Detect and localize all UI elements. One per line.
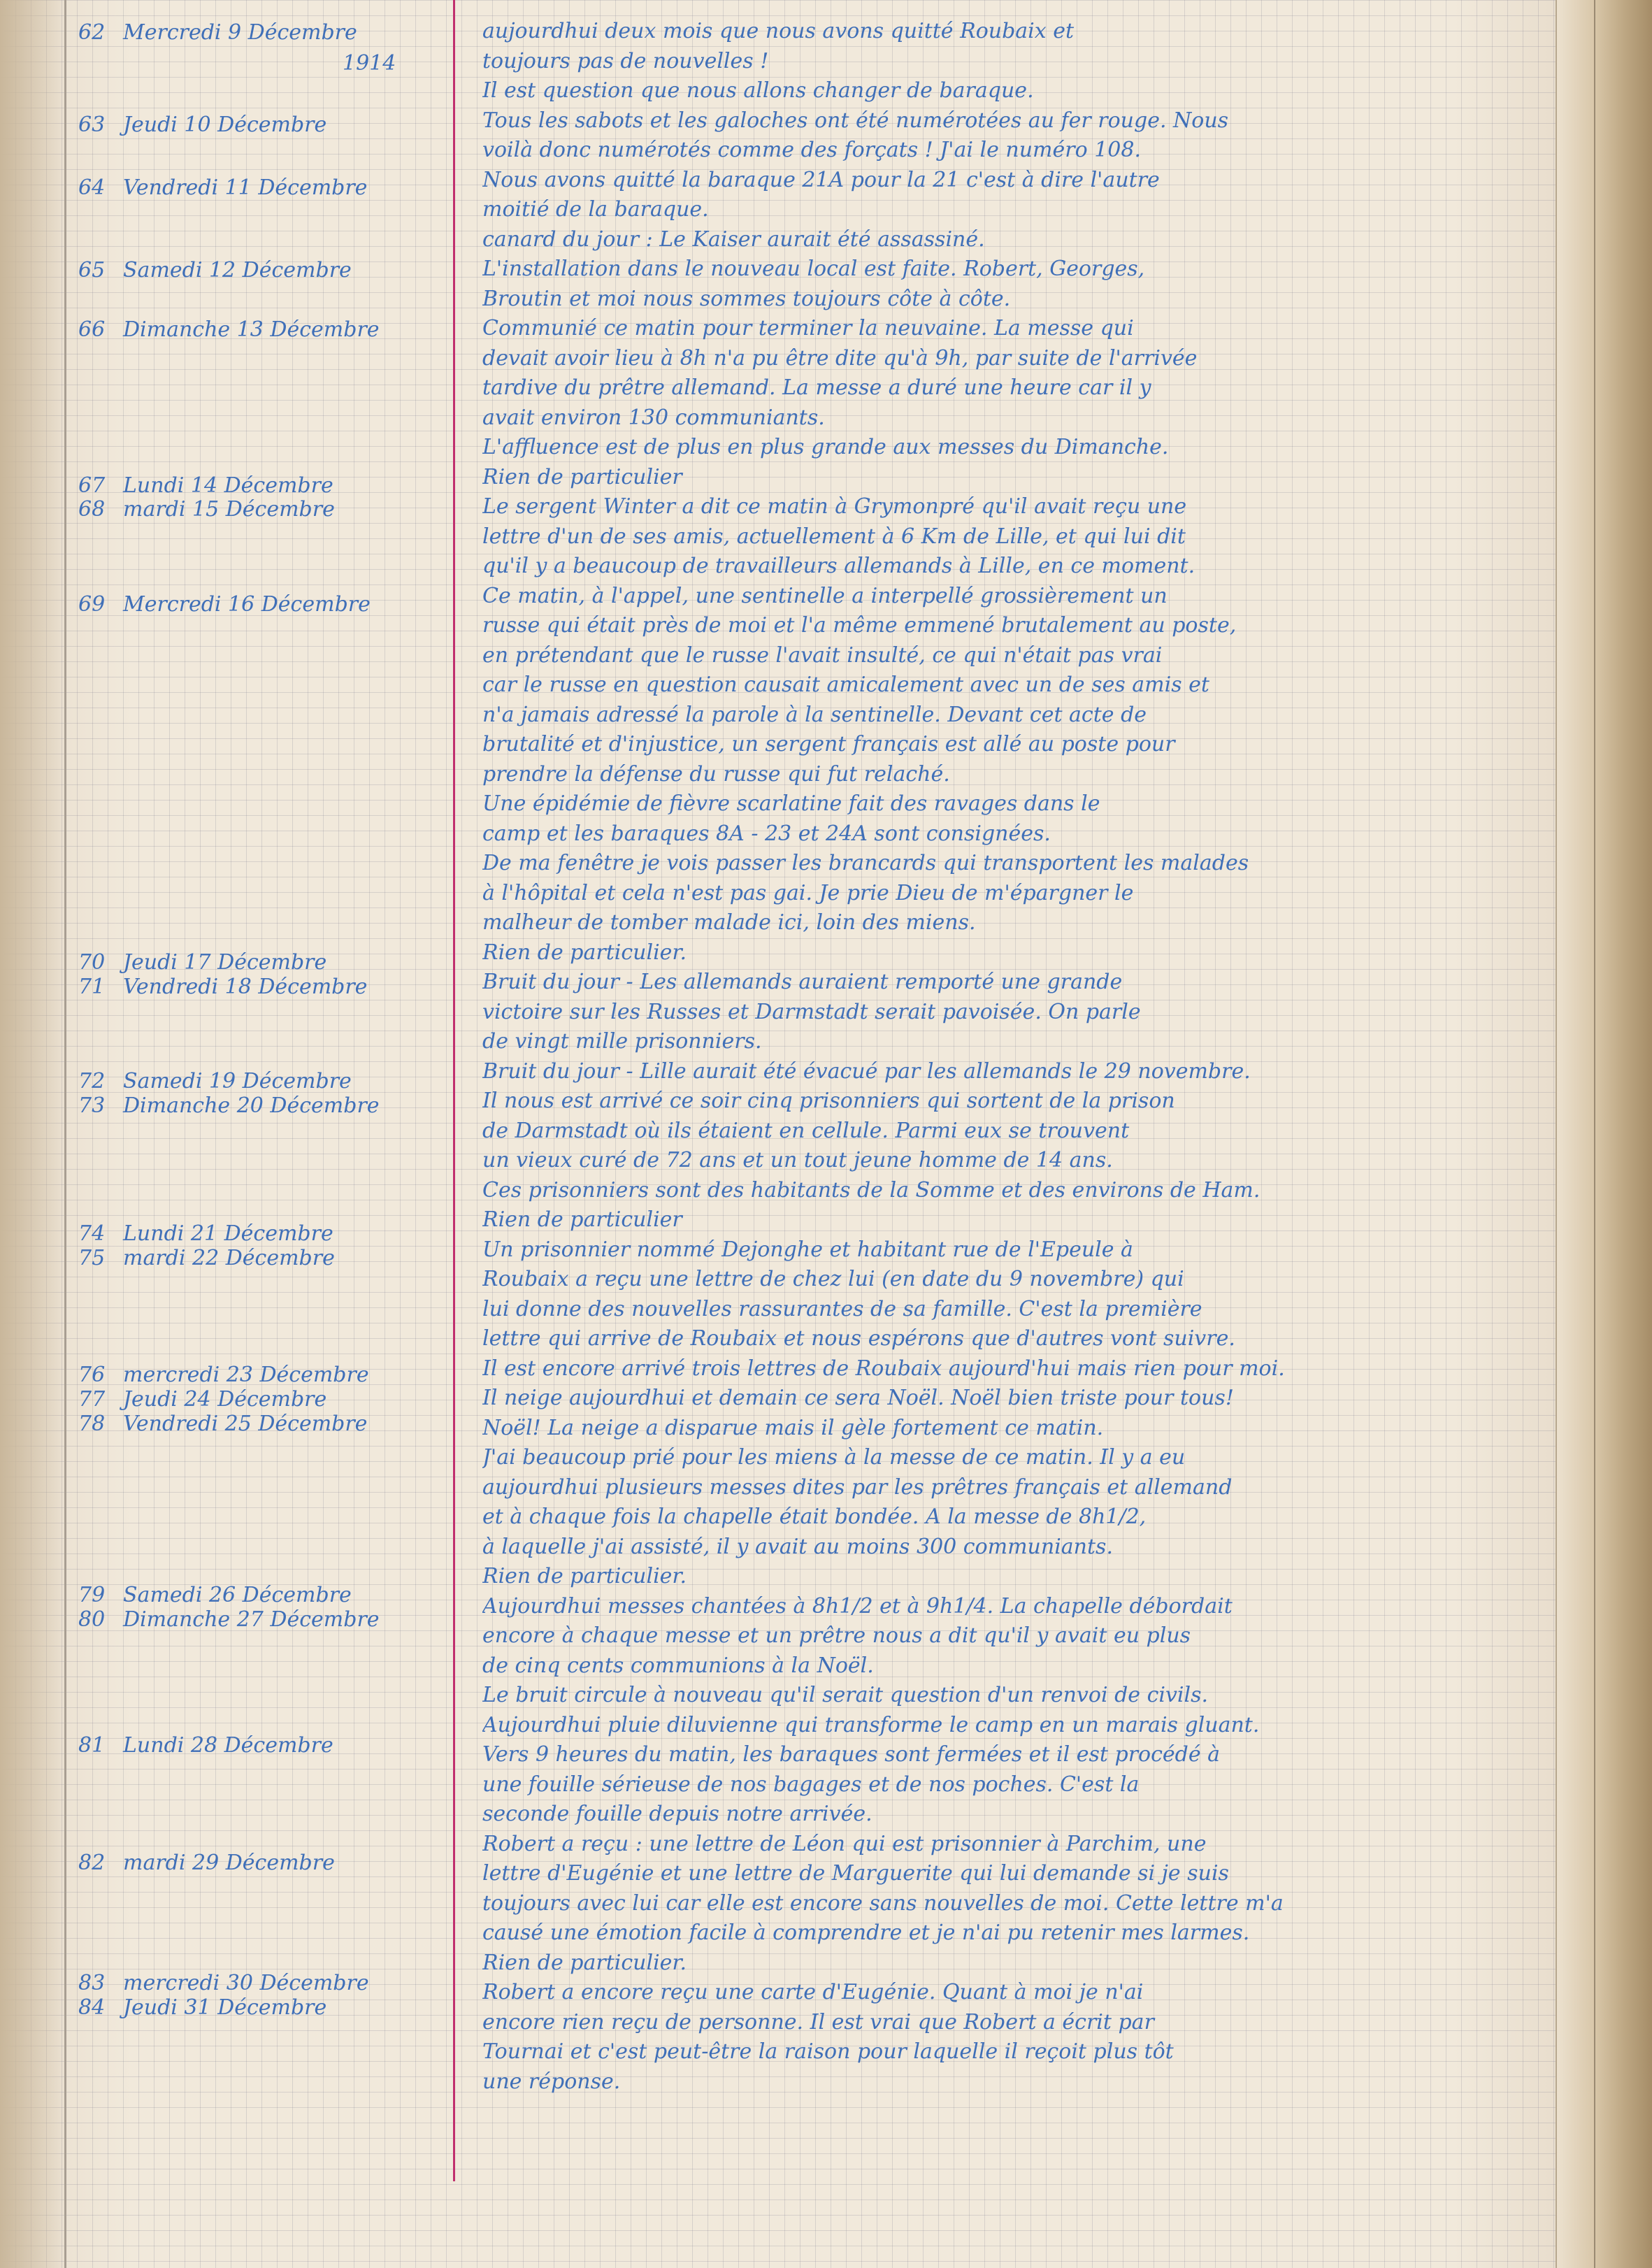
diary-line: avait environ 130 communiants. [482, 406, 825, 430]
entry-date: Dimanche 13 Décembre [123, 317, 380, 342]
diary-line: et à chaque fois la chapelle était bondée. A la messe de 8h1/2, [482, 1505, 1147, 1529]
entry-number: 68 [78, 497, 106, 522]
diary-line: De ma fenêtre je vois passer les brancards qui transportent les malades [482, 852, 1249, 875]
entry-date: Samedi 12 Décembre [123, 258, 352, 282]
diary-line: de cinq cents communions à la Noël. [482, 1654, 874, 1678]
diary-line: Ce matin, à l'appel, une sentinelle a interpellé grossièrement un [482, 584, 1168, 608]
entry-date: mercredi 23 Décembre [123, 1363, 369, 1387]
entry-date: Dimanche 27 Décembre [123, 1607, 380, 1632]
diary-line: prendre la défense du russe qui fut relaché. [482, 763, 950, 787]
entry-date: Jeudi 17 Décembre [123, 950, 327, 975]
diary-line: Le sergent Winter a dit ce matin à Grymonpré qu'il avait reçu une [482, 495, 1187, 519]
date-entry [78, 1070, 352, 1093]
diary-line: car le russe en question causait amicalement avec un de ses amis et [482, 673, 1209, 697]
entry-number: 72 [78, 1069, 106, 1093]
diary-line: toujours pas de nouvelles ! [482, 50, 769, 73]
diary-line: Rien de particulier [482, 466, 682, 489]
date-entry [78, 1851, 335, 1875]
diary-line: Nous avons quitté la baraque 21A pour la 21 c'est à dire l'autre [482, 168, 1160, 192]
date-entry [78, 1363, 369, 1387]
entry-date: mardi 15 Décembre [123, 497, 335, 522]
diary-line: Bruit du jour - Les allemands auraient remporté une grande [482, 970, 1123, 994]
diary-line: de vingt mille prisonniers. [482, 1030, 762, 1054]
entry-number: 74 [78, 1221, 106, 1246]
entry-date: Vendredi 25 Décembre [123, 1412, 368, 1436]
entry-number: 67 [78, 473, 106, 498]
date-entry [78, 176, 367, 200]
date-entry [78, 1412, 367, 1436]
entry-year: 1914 [343, 51, 396, 76]
diary-line: Le bruit circule à nouveau qu'il serait question d'un renvoi de civils. [482, 1684, 1209, 1707]
entry-date: Vendredi 11 Décembre [123, 175, 368, 200]
diary-line: brutalité et d'injustice, un sergent français est allé au poste pour [482, 733, 1175, 756]
date-entry [78, 951, 326, 975]
diary-line: voilà donc numérotés comme des forçats ! J'ai le numéro 108. [482, 138, 1141, 162]
entry-number: 73 [78, 1093, 106, 1118]
diary-line: moitié de la baraque. [482, 198, 709, 222]
page-left-edge [64, 0, 66, 2268]
margin-rule [453, 0, 455, 2181]
diary-line: Il nous est arrivé ce soir cinq prisonniers qui sortent de la prison [482, 1089, 1175, 1113]
diary-line: Rien de particulier [482, 1208, 682, 1232]
diary-line: à l'hôpital et cela n'est pas gai. Je prie Dieu de m'épargner le [482, 882, 1134, 905]
entry-number: 66 [78, 317, 106, 342]
entry-number: 82 [78, 1851, 106, 1875]
entry-number: 80 [78, 1607, 106, 1632]
entry-date: Lundi 14 Décembre [123, 473, 333, 498]
date-entry [78, 1094, 380, 1118]
diary-line: toujours avec lui car elle est encore sans nouvelles de moi. Cette lettre m'a [482, 1892, 1284, 1916]
diary-line: J'ai beaucoup prié pour les miens à la messe de ce matin. Il y a eu [482, 1446, 1186, 1470]
diary-line: L'installation dans le nouveau local est faite. Robert, Georges, [482, 257, 1145, 281]
diary-line: de Darmstadt où ils étaient en cellule. Parmi eux se trouvent [482, 1119, 1130, 1143]
date-entry [78, 1584, 352, 1607]
entry-date: Lundi 21 Décembre [123, 1221, 333, 1246]
date-entry [78, 1972, 369, 1995]
diary-line: russe qui était près de moi et l'a même emmené brutalement au poste, [482, 614, 1237, 638]
diary-line: n'a jamais adressé la parole à la sentinelle. Devant cet acte de [482, 703, 1147, 727]
diary-line: lui donne des nouvelles rassurantes de sa famille. C'est la première [482, 1298, 1202, 1321]
date-entry [78, 259, 352, 282]
entry-number: 64 [78, 175, 106, 200]
diary-line: une réponse. [482, 2070, 621, 2094]
entry-number: 71 [78, 975, 106, 999]
entry-number: 76 [78, 1363, 106, 1387]
diary-line: Aujourdhui messes chantées à 8h1/2 et à 9h1/4. La chapelle débordait [482, 1595, 1233, 1619]
diary-line: en prétendant que le russe l'avait insulté, ce qui n'était pas vrai [482, 644, 1163, 668]
diary-line: un vieux curé de 72 ans et un tout jeune homme de 14 ans. [482, 1149, 1113, 1172]
diary-line: Rien de particulier. [482, 941, 687, 965]
diary-line: Un prisonnier nommé Dejonghe et habitant rue de l'Epeule à [482, 1238, 1133, 1262]
diary-line: camp et les baraques 8A - 23 et 24A sont consignées. [482, 822, 1051, 846]
entry-date: Vendredi 18 Décembre [123, 975, 368, 999]
diary-line: victoire sur les Russes et Darmstadt serait pavoisée. On parle [482, 1000, 1141, 1024]
date-entry [78, 1996, 326, 2020]
diary-line: Bruit du jour - Lille aurait été évacué par les allemands le 29 novembre. [482, 1060, 1251, 1084]
date-entry [78, 593, 371, 617]
diary-line: Une épidémie de fièvre scarlatine fait des ravages dans le [482, 792, 1100, 816]
diary-line: Ces prisonniers sont des habitants de la Somme et des environs de Ham. [482, 1179, 1260, 1203]
diary-line: Communié ce matin pour terminer la neuvaine. La messe qui [482, 317, 1134, 340]
entry-date: mardi 29 Décembre [123, 1851, 335, 1875]
date-entry [78, 1608, 380, 1632]
date-entry [78, 21, 357, 45]
diary-line: Il neige aujourdhui et demain ce sera Noël. Noël bien triste pour tous! [482, 1386, 1234, 1410]
entry-number: 79 [78, 1583, 106, 1607]
diary-line: Roubaix a reçu une lettre de chez lui (en date du 9 novembre) qui [482, 1268, 1184, 1291]
diary-line: une fouille sérieuse de nos bagages et de nos poches. C'est la [482, 1773, 1140, 1797]
diary-line: Rien de particulier. [482, 1951, 687, 1975]
diary-line: causé une émotion facile à comprendre et je n'ai pu retenir mes larmes. [482, 1921, 1250, 1945]
entry-number: 65 [78, 258, 106, 282]
entry-date: mercredi 30 Décembre [123, 1971, 369, 1995]
date-entry [78, 1734, 333, 1758]
date-entry [78, 318, 380, 342]
diary-line: Il est question que nous allons changer de baraque. [482, 79, 1034, 103]
entry-number: 84 [78, 1995, 106, 2020]
entry-date: Dimanche 20 Décembre [123, 1093, 380, 1118]
diary-line: lettre qui arrive de Roubaix et nous espérons que d'autres vont suivre. [482, 1327, 1235, 1351]
entry-date: Samedi 26 Décembre [123, 1583, 352, 1607]
entry-date: mardi 22 Décembre [123, 1246, 335, 1270]
diary-line: Broutin et moi nous sommes toujours côte à côte. [482, 287, 1011, 311]
diary-line: L'affluence est de plus en plus grande aux messes du Dimanche. [482, 436, 1169, 459]
entry-number: 81 [78, 1733, 106, 1758]
diary-line: malheur de tomber malade ici, loin des miens. [482, 911, 976, 935]
page-gutter-shadow [0, 0, 66, 2268]
date-entry [78, 1222, 333, 1246]
diary-line: à laquelle j'ai assisté, il y avait au moins 300 communiants. [482, 1535, 1113, 1559]
diary-line: tardive du prêtre allemand. La messe a duré une heure car il y [482, 376, 1151, 400]
date-entry [78, 498, 335, 522]
entry-date: Jeudi 31 Décembre [123, 1995, 327, 2020]
date-entry [78, 1247, 335, 1270]
diary-line: lettre d'Eugénie et une lettre de Marguerite qui lui demande si je suis [482, 1862, 1229, 1886]
diary-line: Tournai et c'est peut-être la raison pour laquelle il reçoit plus tôt [482, 2040, 1174, 2064]
diary-line: lettre d'un de ses amis, actuellement à 6 Km de Lille, et qui lui dit [482, 525, 1186, 549]
diary-line: aujourdhui deux mois que nous avons quitté Roubaix et [482, 20, 1075, 43]
diary-line: encore rien reçu de personne. Il est vrai que Robert a écrit par [482, 2011, 1154, 2034]
entry-number: 78 [78, 1412, 106, 1436]
binding-edge [1594, 0, 1595, 2268]
diary-line: qu'il y a beaucoup de travailleurs allemands à Lille, en ce moment. [482, 554, 1195, 578]
diary-line: Noël! La neige a disparue mais il gèle fortement ce matin. [482, 1416, 1104, 1440]
entry-date: Mercredi 9 Décembre [123, 20, 357, 45]
entry-number: 70 [78, 950, 106, 975]
diary-line: Rien de particulier. [482, 1565, 687, 1588]
diary-line: Vers 9 heures du matin, les baraques sont fermées et il est procédé à [482, 1743, 1221, 1767]
diary-line: Il est encore arrivé trois lettres de Roubaix aujourd'hui mais rien pour moi. [482, 1357, 1285, 1381]
diary-line: seconde fouille depuis notre arrivée. [482, 1802, 872, 1826]
diary-line: Tous les sabots et les galoches ont été numérotées au fer rouge. Nous [482, 109, 1229, 133]
diary-line: Aujourdhui pluie diluvienne qui transforme le camp en un marais gluant. [482, 1714, 1260, 1737]
entry-number: 77 [78, 1387, 106, 1412]
entry-number: 69 [78, 592, 106, 617]
date-entry [78, 474, 333, 498]
date-entry [78, 975, 367, 999]
entry-number: 63 [78, 113, 106, 137]
entry-number: 62 [78, 20, 106, 45]
diary-line: Robert a encore reçu une carte d'Eugénie. Quant à moi je n'ai [482, 1981, 1144, 2004]
entry-date: Lundi 28 Décembre [123, 1733, 333, 1758]
entry-date: Samedi 19 Décembre [123, 1069, 352, 1093]
entry-date: Jeudi 10 Décembre [123, 113, 327, 137]
date-entry [78, 1388, 326, 1412]
entry-date: Jeudi 24 Décembre [123, 1387, 327, 1412]
date-entry [78, 113, 326, 137]
diary-line: Robert a reçu : une lettre de Léon qui est prisonnier à Parchim, une [482, 1832, 1207, 1856]
entry-number: 83 [78, 1971, 106, 1995]
diary-line: devait avoir lieu à 8h n'a pu être dite qu'à 9h, par suite de l'arrivée [482, 347, 1198, 371]
diary-line: encore à chaque messe et un prêtre nous a dit qu'il y avait eu plus [482, 1624, 1191, 1648]
diary-line: aujourdhui plusieurs messes dites par les prêtres français et allemand [482, 1476, 1233, 1500]
entry-number: 75 [78, 1246, 106, 1270]
entry-date: Mercredi 16 Décembre [123, 592, 371, 617]
notebook-binding [1556, 0, 1652, 2268]
diary-line: canard du jour : Le Kaiser aurait été assassiné. [482, 228, 985, 252]
